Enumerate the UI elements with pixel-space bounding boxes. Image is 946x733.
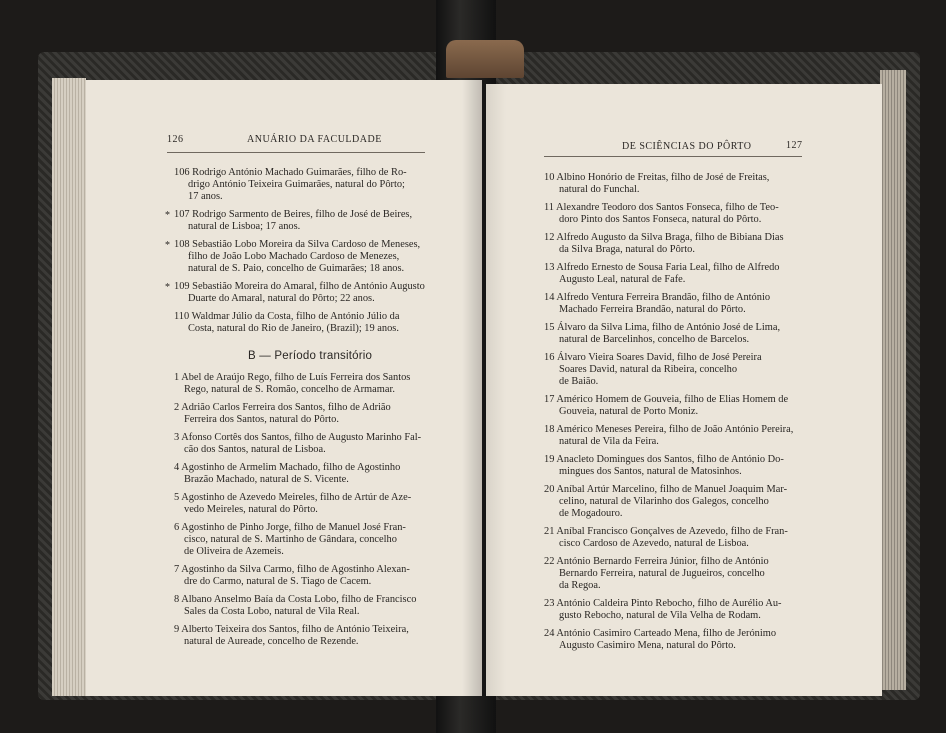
entry-first-line: 18 Américo Meneses Pereira, filho de João António Pereira, xyxy=(544,424,794,435)
entry-marker: * xyxy=(165,240,170,251)
entry-continuation-line: filho de João Lobo Machado Cardoso de Menezes, xyxy=(188,251,400,262)
entry-first-line: 22 António Bernardo Ferreira Júnior, filho de António xyxy=(544,556,769,567)
entry-continuation-line: de Mogadouro. xyxy=(559,508,623,519)
entry-continuation-line: da Silva Braga, natural do Pôrto. xyxy=(559,244,695,255)
left-page-edges xyxy=(52,78,86,696)
left-running-head: ANUÁRIO DA FACULDADE xyxy=(247,134,382,145)
entry-continuation-line: Costa, natural do Rio de Janeiro, (Brazil); 19 anos. xyxy=(188,323,399,334)
entry-first-line: 13 Alfredo Ernesto de Sousa Faria Leal, filho de Alfredo xyxy=(544,262,780,273)
entry-marker: * xyxy=(165,282,170,293)
entry-first-line: 3 Afonso Cortês dos Santos, filho de Augusto Marinho Fal- xyxy=(174,432,422,443)
header-rule xyxy=(544,156,802,157)
entry-continuation-line: Machado Ferreira Brandão, natural do Pôrto. xyxy=(559,304,746,315)
entry-first-line: 8 Albano Anselmo Baía da Costa Lobo, filho de Francisco xyxy=(174,594,417,605)
entry-first-line: 9 Alberto Teixeira dos Santos, filho de António Teixeira, xyxy=(174,624,409,635)
entry-first-line: 11 Alexandre Teodoro dos Santos Fonseca, filho de Teo- xyxy=(544,202,779,213)
entry-continuation-line: Augusto Leal, natural de Fafe. xyxy=(559,274,686,285)
right-page-edges xyxy=(880,70,906,690)
entry-first-line: 4 Agostinho de Armelim Machado, filho de Agostinho xyxy=(174,462,401,473)
entry-first-line: 16 Álvaro Vieira Soares David, filho de José Pereira xyxy=(544,352,762,363)
entry-first-line: 23 António Caldeira Pinto Rebocho, filho de Aurélio Au- xyxy=(544,598,782,609)
entry-continuation-line: Augusto Casimiro Mena, natural do Pôrto. xyxy=(559,640,736,651)
entry-continuation-line: Brazão Machado, natural de S. Vicente. xyxy=(184,474,349,485)
entry-first-line: 1 Abel de Araújo Rego, filho de Luís Ferreira dos Santos xyxy=(174,372,411,383)
entry-first-line: 106 Rodrigo António Machado Guimarães, filho de Ro- xyxy=(174,167,407,178)
entry-continuation-line: Soares David, natural da Ribeira, concelho xyxy=(559,364,738,375)
entry-first-line: 10 Albino Honório de Freitas, filho de José de Freitas, xyxy=(544,172,770,183)
right-running-head: DE SCIÊNCIAS DO PÔRTO xyxy=(622,141,752,152)
entry-continuation-line: natural de Aureade, concelho de Rezende. xyxy=(184,636,359,647)
entry-continuation-line: cisco, natural de S. Martinho de Gândara, concelho xyxy=(184,534,397,545)
entry-first-line: 21 Aníbal Francisco Gonçalves de Azevedo, filho de Fran- xyxy=(544,526,788,537)
entry-continuation-line: natural do Funchal. xyxy=(559,184,640,195)
entry-continuation-line: dre do Carmo, natural de S. Tiago de Cacem. xyxy=(184,576,372,587)
entry-continuation-line: 17 anos. xyxy=(188,191,223,202)
entry-continuation-line: Rego, natural de S. Romão, concelho de Armamar. xyxy=(184,384,395,395)
bookmark-strap xyxy=(446,40,524,78)
entry-continuation-line: drigo António Teixeira Guimarães, natural do Pôrto; xyxy=(188,179,405,190)
entry-continuation-line: gusto Rebocho, natural de Vila Velha de Rodam. xyxy=(559,610,761,621)
entry-continuation-line: vedo Meireles, natural do Pôrto. xyxy=(184,504,318,515)
right-page-number: 127 xyxy=(786,140,803,151)
entry-continuation-line: natural de Vila da Feira. xyxy=(559,436,659,447)
entry-continuation-line: Ferreira dos Santos, natural do Pôrto. xyxy=(184,414,339,425)
entry-first-line: 17 Américo Homem de Gouveia, filho de Elias Homem de xyxy=(544,394,789,405)
entry-first-line: 12 Alfredo Augusto da Silva Braga, filho de Bibiana Dias xyxy=(544,232,784,243)
header-rule xyxy=(167,152,425,153)
entry-continuation-line: da Regoa. xyxy=(559,580,601,591)
entry-first-line: 15 Álvaro da Silva Lima, filho de António José de Lima, xyxy=(544,322,781,333)
entry-first-line: 14 Alfredo Ventura Ferreira Brandão, filho de António xyxy=(544,292,771,303)
entry-continuation-line: de Baião. xyxy=(559,376,599,387)
entry-first-line: 24 António Casimiro Carteado Mena, filho de Jerónimo xyxy=(544,628,777,639)
entry-continuation-line: natural de S. Paio, concelho de Guimarães; 18 anos. xyxy=(188,263,405,274)
entry-first-line: 107 Rodrigo Sarmento de Beires, filho de José de Beires, xyxy=(174,209,413,220)
entry-first-line: 110 Waldmar Júlio da Costa, filho de António Júlio da xyxy=(174,311,400,322)
entry-continuation-line: cão dos Santos, natural de Lisboa. xyxy=(184,444,326,455)
right-page xyxy=(486,84,882,696)
entry-first-line: 5 Agostinho de Azevedo Meireles, filho de Artúr de Aze- xyxy=(174,492,412,503)
entry-first-line: 19 Anacleto Domingues dos Santos, filho de António Do- xyxy=(544,454,784,465)
left-page xyxy=(86,80,482,696)
gutter-shadow xyxy=(462,80,506,696)
entry-first-line: 20 Aníbal Artúr Marcelino, filho de Manuel Joaquim Mar- xyxy=(544,484,788,495)
entry-continuation-line: cisco Cardoso de Azevedo, natural de Lisboa. xyxy=(559,538,749,549)
entry-continuation-line: Bernardo Ferreira, natural de Jugueiros, concelho xyxy=(559,568,765,579)
entry-first-line: 108 Sebastião Lobo Moreira da Silva Cardoso de Meneses, xyxy=(174,239,421,250)
section-title: B — Período transitório xyxy=(248,350,373,362)
entry-first-line: 6 Agostinho de Pinho Jorge, filho de Manuel José Fran- xyxy=(174,522,406,533)
entry-continuation-line: Gouveia, natural de Porto Moniz. xyxy=(559,406,699,417)
entry-first-line: 2 Adrião Carlos Ferreira dos Santos, filho de Adrião xyxy=(174,402,391,413)
entry-continuation-line: natural de Lisboa; 17 anos. xyxy=(188,221,301,232)
left-page-number: 126 xyxy=(167,134,184,145)
entry-first-line: 109 Sebastião Moreira do Amaral, filho de António Augusto xyxy=(174,281,425,292)
entry-continuation-line: mingues dos Santos, natural de Matosinhos. xyxy=(559,466,742,477)
entry-continuation-line: doro Pinto dos Santos Fonseca, natural do Pôrto. xyxy=(559,214,762,225)
entry-continuation-line: celino, natural de Vilarinho dos Galegos, concelho xyxy=(559,496,769,507)
entry-continuation-line: natural de Barcelinhos, concelho de Barcelos. xyxy=(559,334,750,345)
entry-continuation-line: Duarte do Amaral, natural do Pôrto; 22 anos. xyxy=(188,293,375,304)
entry-marker: * xyxy=(165,210,170,221)
entry-continuation-line: de Oliveira de Azemeis. xyxy=(184,546,284,557)
entry-first-line: 7 Agostinho da Silva Carmo, filho de Agostinho Alexan- xyxy=(174,564,410,575)
entry-continuation-line: Sales da Costa Lobo, natural de Vila Real. xyxy=(184,606,360,617)
